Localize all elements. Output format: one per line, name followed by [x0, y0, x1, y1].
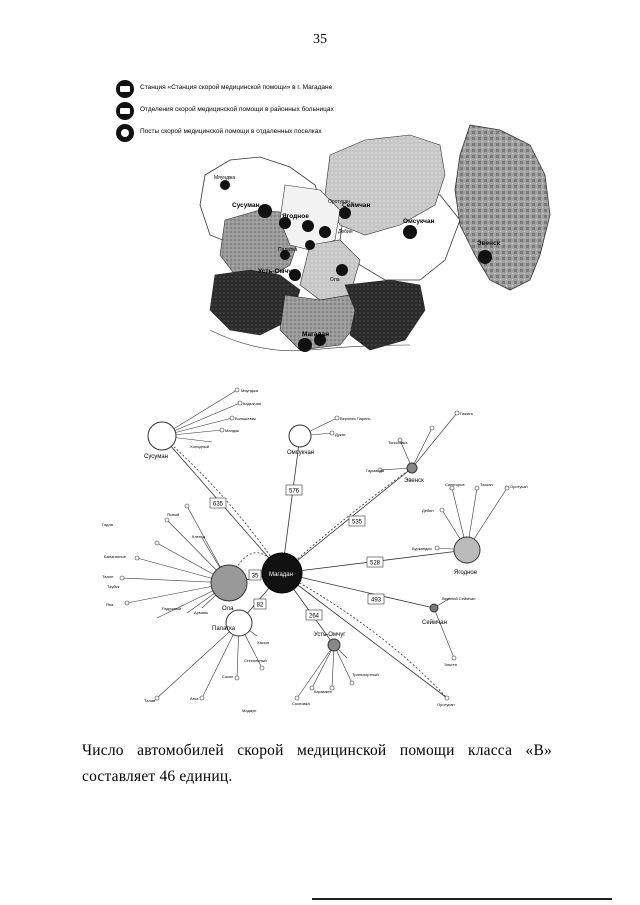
distance-ust-omchug [306, 610, 322, 620]
ambulance-station-icon [116, 80, 134, 98]
distance-ola [249, 570, 261, 580]
map-region-evensk [455, 125, 550, 290]
settlement-label: Таскан [480, 482, 493, 487]
settlement-label: Клепка [192, 534, 206, 539]
settlement-label: Гижига [460, 411, 473, 416]
settlement-label: Атка [190, 696, 199, 701]
settlement-label: Гарманда [366, 468, 385, 473]
settlement-label: Талон [102, 574, 114, 579]
hub-yagodnoe [454, 537, 480, 563]
settlement-label: Мадаун [242, 708, 257, 713]
hub-omsukchan [289, 425, 311, 447]
settlement-label: Сосновка [292, 701, 310, 706]
settlement-label: Карамкен [314, 689, 332, 694]
settlement-label: Сокол [222, 674, 234, 679]
footer-rule [312, 898, 612, 900]
distance-palatka [254, 599, 266, 609]
hub-seymchan [430, 604, 438, 612]
distance-yagodnoe [367, 557, 383, 567]
map-label-debin: Дебин [338, 229, 353, 235]
svg-text:264: 264 [308, 613, 320, 620]
settlement-label: Стекольный [244, 658, 267, 663]
hub-ola [211, 565, 247, 601]
settlement-label: Малдяк [225, 428, 240, 433]
settlement-label: Эльген [444, 662, 457, 667]
legend-label-station: Станция «Станция скорой медицинской помощи» в г. Магадане [140, 84, 333, 91]
label-evensk: Эвенск [404, 478, 424, 484]
settlement-label: Армань [194, 610, 209, 615]
label-ust-omchug: Усть-Омчуг [314, 632, 346, 638]
hub-palatka [226, 610, 252, 636]
settlement-label: Кадыкчан [243, 401, 262, 406]
map-label-ust-omchug: Усть-Омчуг [258, 268, 295, 275]
svg-text:535: 535 [351, 519, 363, 526]
settlement-label: Гадля [102, 522, 113, 527]
settlement-label: Яна [106, 602, 114, 607]
label-palatka: Палатка [212, 626, 236, 632]
label-yagodnoe: Ягодное [454, 570, 478, 576]
label-magadan: Магадан [269, 572, 293, 578]
settlement-label: Транспортный [352, 672, 379, 677]
page-number: 35 [313, 32, 327, 47]
settlement-label: Мяунджа [241, 388, 258, 393]
settlement-label: Буркандья [412, 546, 432, 551]
map-label-magadan: Магадан [302, 331, 330, 338]
map-label-orotukan: Оротукан [328, 199, 351, 205]
distance-evensk [349, 516, 365, 526]
hub-evensk [407, 463, 417, 473]
settlement-label: Балаганное [104, 554, 126, 559]
post-icon [116, 124, 134, 142]
svg-text:82: 82 [256, 602, 264, 609]
distance-susuman [210, 498, 226, 508]
map-label-evensk: Эвенск [477, 240, 500, 247]
region-map [190, 95, 560, 365]
map-label-susuman: Сусуман [232, 202, 260, 209]
body-text-line-1: Число автомобилей скорой медицинской помощи класса «В» [82, 742, 552, 759]
map-label-yagodnoe: Ягодное [282, 213, 309, 220]
label-ola: Ола [222, 606, 234, 612]
distance-seymchan [368, 594, 384, 604]
map-label-ola: Ола [330, 277, 340, 283]
svg-text:635: 635 [212, 501, 224, 508]
settlement-label: Хасын [257, 640, 269, 645]
legend-label-department: Отделения скорой медицинской помощи в районных больницах [140, 106, 334, 113]
map-region-ola [345, 280, 425, 350]
settlement-label: Синегорье [445, 482, 465, 487]
svg-text:493: 493 [370, 597, 382, 604]
hospital-department-icon [116, 102, 134, 120]
settlement-label: Ясный [167, 512, 180, 517]
settlement-label: Тауйск [107, 584, 120, 589]
settlement-label: Большевик [235, 416, 256, 421]
settlement-label: Дебин [422, 508, 434, 513]
settlement-label: Верхняя Парень [340, 416, 371, 421]
settlement-label: Талая [144, 698, 156, 703]
network-diagram [82, 378, 562, 723]
svg-text:35: 35 [251, 573, 259, 580]
label-susuman: Сусуман [144, 454, 168, 460]
settlement-label: Оротукан [437, 702, 455, 707]
body-text-line-2: составляет 46 единиц. [82, 768, 233, 785]
map-label-myaundzha: Мяунджа [214, 175, 236, 181]
settlement-label: Дукат [335, 432, 346, 437]
settlement-label: Оротукан [510, 484, 528, 489]
settlement-label: Холодный [190, 444, 209, 449]
settlement-label: Тополовка [388, 440, 408, 445]
hub-ust-omchug [328, 639, 340, 651]
label-omsukchan: Омсукчан [287, 450, 315, 456]
settlement-label: Радужный [162, 606, 182, 611]
map-label-palatka: Палатка [278, 247, 298, 253]
svg-text:528: 528 [369, 560, 381, 567]
label-seymchan: Сеймчан [422, 620, 447, 626]
hub-susuman [148, 422, 176, 450]
svg-text:576: 576 [288, 488, 300, 495]
map-label-seymchan: Сеймчан [342, 202, 371, 209]
map-label-omsukchan: Омсукчан [403, 218, 435, 225]
distance-omsukchan [286, 485, 302, 495]
legend-label-post: Посты скорой медицинской помощи в отдаленных поселках [140, 128, 322, 135]
settlement-label: Верхний Сеймчан [442, 596, 476, 601]
